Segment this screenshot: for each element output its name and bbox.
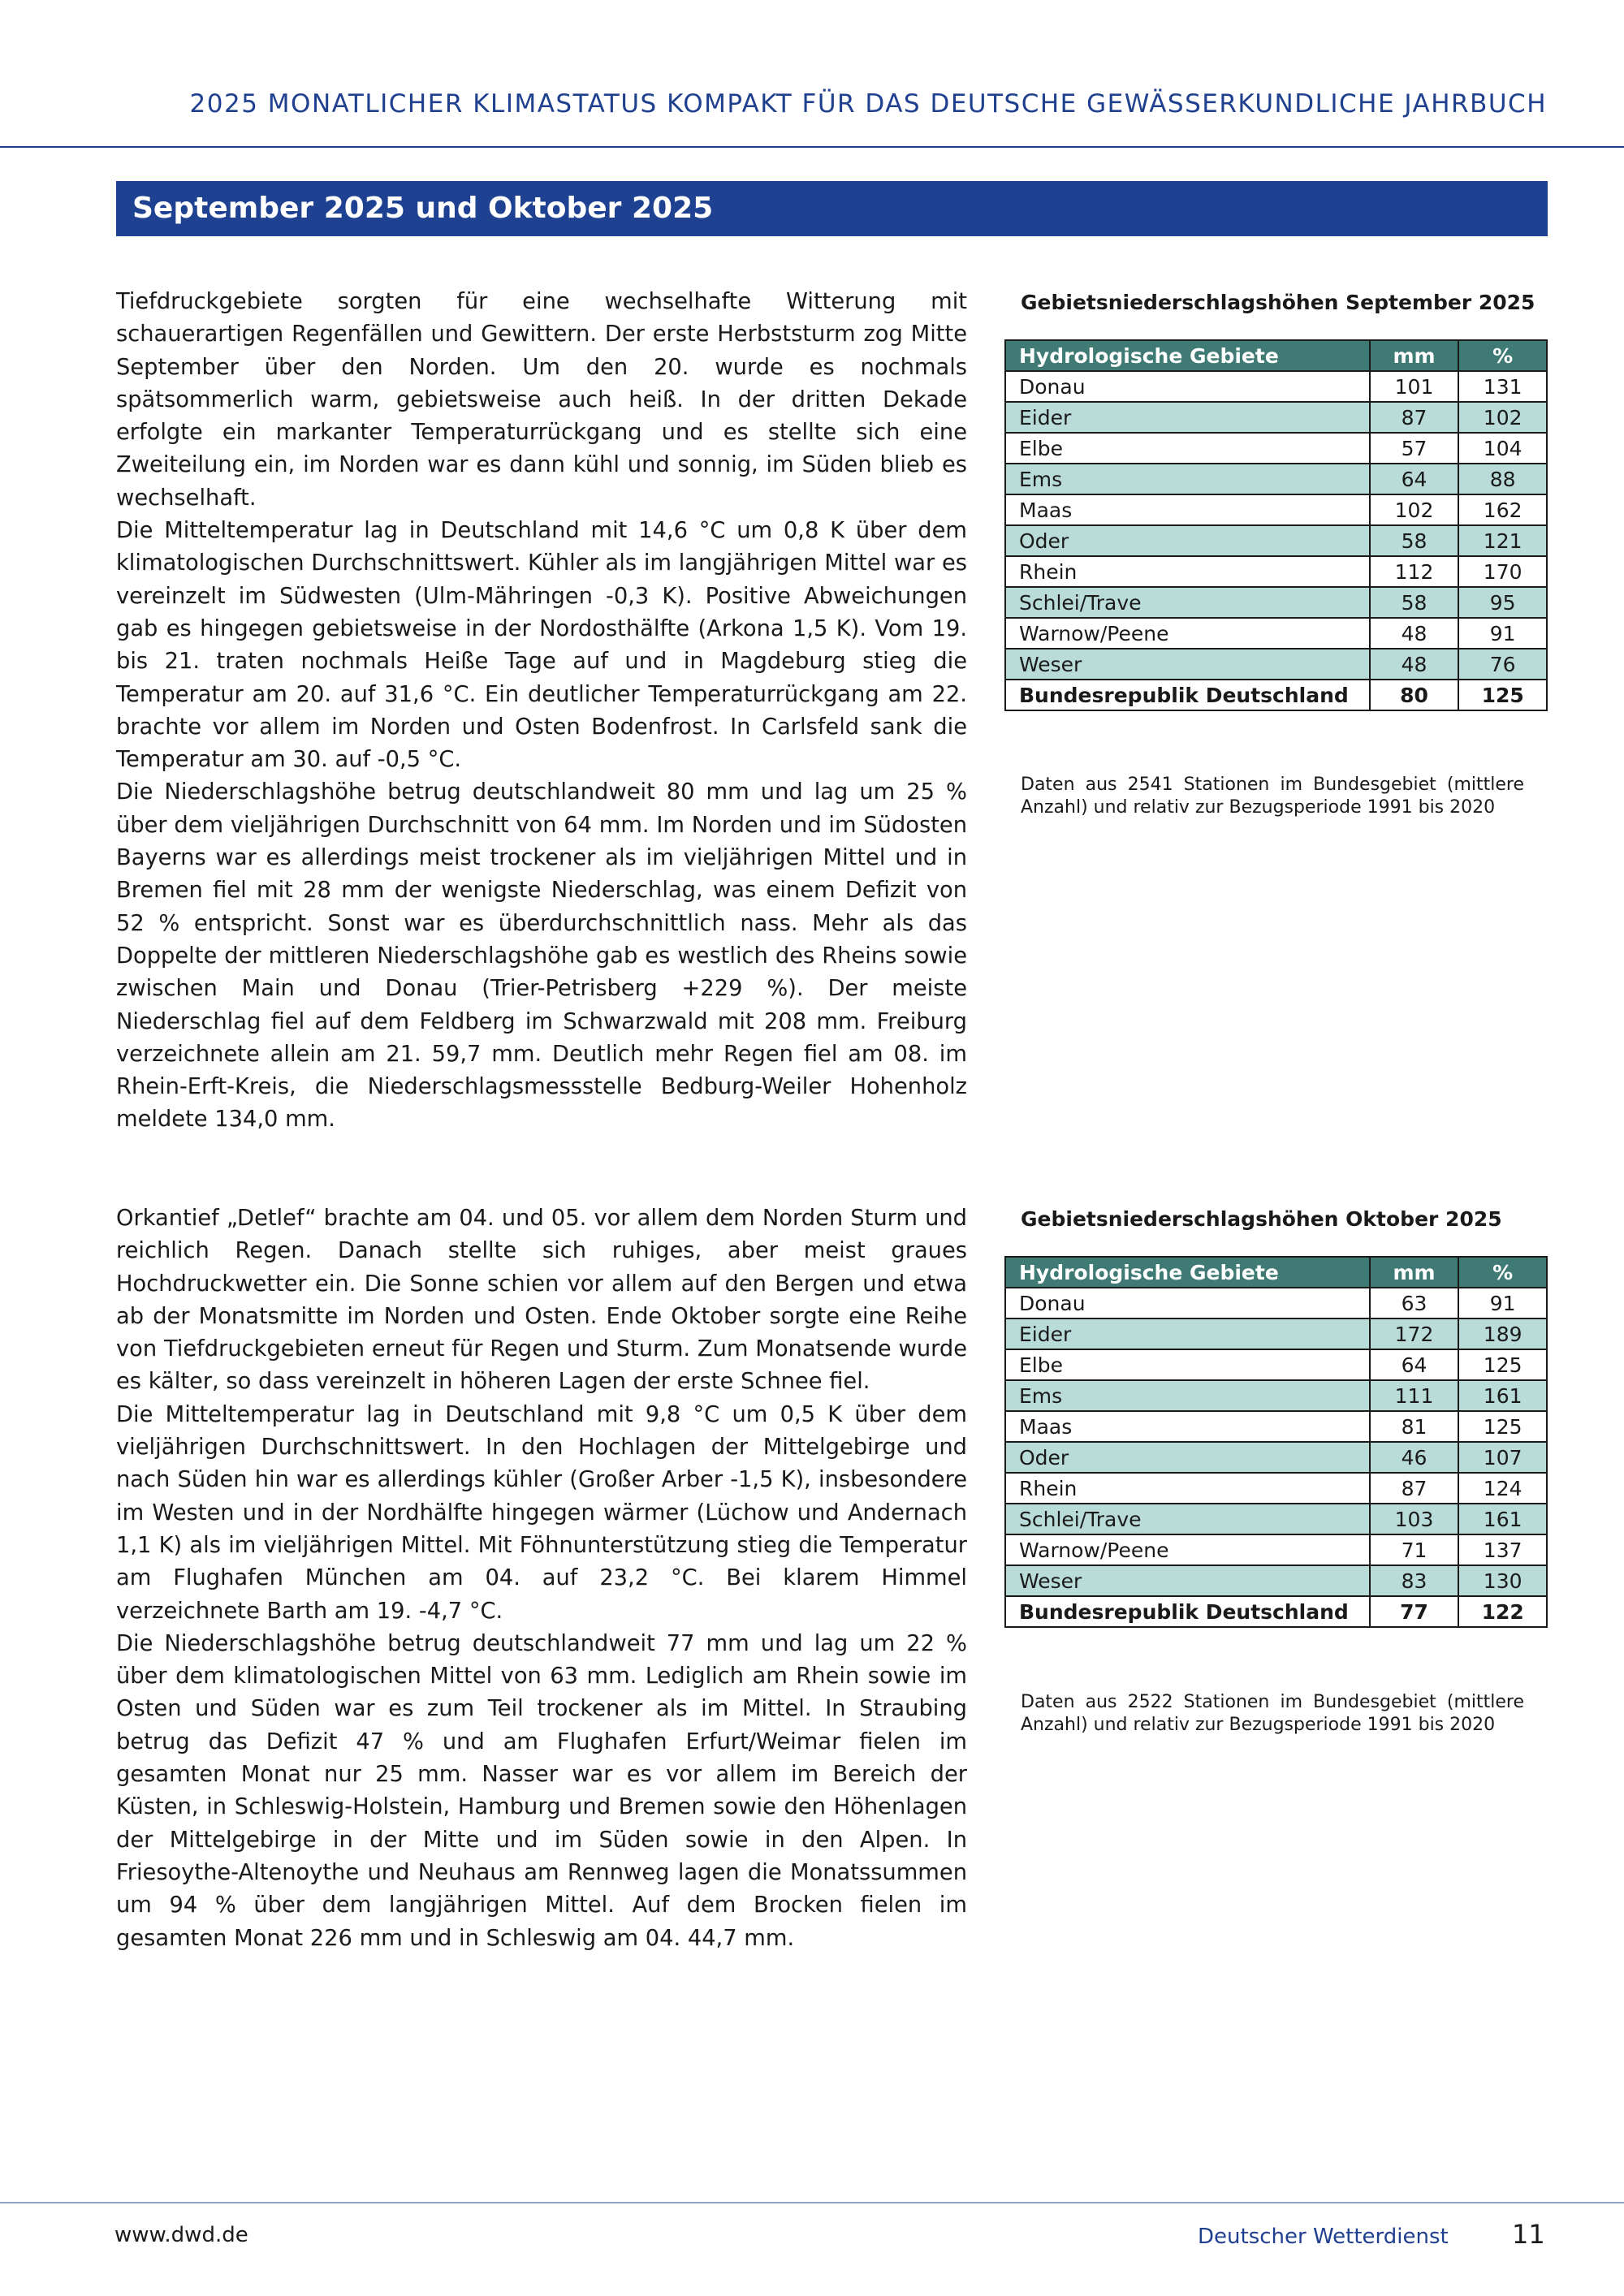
percent-cell: 162 <box>1458 494 1547 525</box>
table-row <box>1005 1504 1547 1534</box>
table-row <box>1005 618 1547 649</box>
area-cell: Warnow/Peene <box>1005 618 1370 649</box>
mm-cell: 46 <box>1370 1442 1459 1473</box>
mm-cell: 87 <box>1370 402 1459 433</box>
table-row <box>1005 1349 1547 1380</box>
oktober-paragraph-2: Die Mitteltemperatur lag in Deutschland mit 9,8 °C um 0,5 K über dem vieljährigen Durchschnittswert. In den Hochlagen der Mittelgebirge und nach Süden hin war es allerdings kühler (Großer Arber -1,5 K), insbesondere im Westen und in der Nordhälfte hingegen wärmer (Lüchow und Andernach 1,1 K) als im vieljährigen Mittel. Mit Föhnunterstützung stieg die Temperatur am Flughafen München am 04. auf 23,2 °C. Bei klarem Himmel verzeichnete Barth am 19. -4,7 °C. <box>116 1401 967 1624</box>
column-header-percent: % <box>1458 1257 1547 1288</box>
oktober-paragraph-1: Orkantief „Detlef“ brachte am 04. und 05. vor allem dem Norden Sturm und reichlich Regen. Danach stellte sich ruhiges, aber meist graues Hochdruckwetter ein. Die Sonne schien vor allem auf den Bergen und etwa ab der Monatsmitte im Norden und Osten. Ende Oktober sorgte eine Reihe von Tiefdruckgebieten erneut für Regen und Sturm. Zum Monatsende wurde es kälter, so dass vereinzelt in höheren Lagen der erste Schnee fiel. <box>116 1206 967 1395</box>
footer-website-link[interactable]: www.dwd.de <box>114 2223 248 2247</box>
area-cell: Eider <box>1005 1318 1370 1349</box>
table-row <box>1005 1473 1547 1504</box>
mm-cell: 83 <box>1370 1565 1459 1596</box>
september-paragraph-1: Tiefdruckgebiete sorgten für eine wechselhafte Witterung mit schauerartigen Regenfällen und Gewittern. Der erste Herbststurm zog Mitte September über den Norden. Um den 20. wurde es nochmals spätsommerlich warm, gebietsweise auch heiß. In der dritten Dekade erfolgte ein markanter Temperaturrückgang und es stellte sich eine Zweiteilung ein, im Norden war es dann kühl und sonnig, im Süden blieb es wechselhaft. <box>116 289 967 511</box>
table-row <box>1005 494 1547 525</box>
oktober-table-note: Daten aus 2522 Stationen im Bundesgebiet (mittlere Anzahl) und relativ zur Bezugsperiode 1991 bis 2020 <box>1021 1692 1524 1735</box>
oktober-article <box>116 1202 967 1955</box>
percent-cell: 130 <box>1458 1565 1547 1596</box>
percent-cell: 91 <box>1458 1288 1547 1318</box>
column-header-mm: mm <box>1370 1257 1459 1288</box>
header-divider <box>0 146 1624 148</box>
table-row <box>1005 371 1547 402</box>
mm-cell: 112 <box>1370 556 1459 587</box>
footer-organization: Deutscher Wetterdienst <box>1198 2225 1449 2249</box>
area-cell: Elbe <box>1005 1349 1370 1380</box>
header-title: 2025 MONATLICHER KLIMASTATUS KOMPAKT FÜR DAS DEUTSCHE GEWÄSSERKUNDLICHE JAHRBUCH <box>189 89 1547 119</box>
column-header-mm: mm <box>1370 340 1459 371</box>
table-row <box>1005 556 1547 587</box>
area-cell: Schlei/Trave <box>1005 1504 1370 1534</box>
table-row <box>1005 1288 1547 1318</box>
mm-cell: 48 <box>1370 618 1459 649</box>
area-cell: Ems <box>1005 464 1370 494</box>
section-title: September 2025 und Oktober 2025 <box>116 181 1548 236</box>
total-mm-cell: 80 <box>1370 680 1459 710</box>
column-header-area: Hydrologische Gebiete <box>1005 340 1370 371</box>
table-header-row <box>1005 1257 1547 1288</box>
area-cell: Maas <box>1005 494 1370 525</box>
mm-cell: 58 <box>1370 587 1459 618</box>
mm-cell: 102 <box>1370 494 1459 525</box>
column-header-area: Hydrologische Gebiete <box>1005 1257 1370 1288</box>
percent-cell: 125 <box>1458 1349 1547 1380</box>
area-cell: Donau <box>1005 371 1370 402</box>
mm-cell: 81 <box>1370 1411 1459 1442</box>
mm-cell: 57 <box>1370 433 1459 464</box>
table-row <box>1005 433 1547 464</box>
table-row <box>1005 649 1547 680</box>
total-area-cell: Bundesrepublik Deutschland <box>1005 1596 1370 1627</box>
area-cell: Oder <box>1005 525 1370 556</box>
area-cell: Rhein <box>1005 556 1370 587</box>
total-percent-cell: 125 <box>1458 680 1547 710</box>
total-percent-cell: 122 <box>1458 1596 1547 1627</box>
mm-cell: 64 <box>1370 1349 1459 1380</box>
table-row <box>1005 402 1547 433</box>
september-article <box>116 286 967 1137</box>
table-row <box>1005 1318 1547 1349</box>
area-cell: Weser <box>1005 1565 1370 1596</box>
table-row <box>1005 1534 1547 1565</box>
area-cell: Oder <box>1005 1442 1370 1473</box>
september-precipitation-table <box>1004 339 1548 711</box>
percent-cell: 91 <box>1458 618 1547 649</box>
area-cell: Weser <box>1005 649 1370 680</box>
table-row <box>1005 587 1547 618</box>
area-cell: Maas <box>1005 1411 1370 1442</box>
september-table-note: Daten aus 2541 Stationen im Bundesgebiet (mittlere Anzahl) und relativ zur Bezugsperiode 1991 bis 2020 <box>1021 775 1524 818</box>
table-row <box>1005 1411 1547 1442</box>
area-cell: Elbe <box>1005 433 1370 464</box>
percent-cell: 161 <box>1458 1380 1547 1411</box>
table-row <box>1005 464 1547 494</box>
percent-cell: 189 <box>1458 1318 1547 1349</box>
percent-cell: 88 <box>1458 464 1547 494</box>
area-cell: Warnow/Peene <box>1005 1534 1370 1565</box>
table-row <box>1005 1380 1547 1411</box>
page-number: 11 <box>1512 2219 1545 2250</box>
percent-cell: 137 <box>1458 1534 1547 1565</box>
september-paragraph-3: Die Niederschlagshöhe betrug deutschlandweit 80 mm und lag um 25 % über dem vieljährigen Durchschnitt von 64 mm. Im Norden und im Südosten Bayerns war es allerdings meist trockener als im vieljährigen Mittel und in Bremen fiel mit 28 mm der wenigste Niederschlag, was einem Defizit von 52 % entspricht. Sonst war es überdurchschnittlich nass. Mehr als das Doppelte der mittleren Niederschlagshöhe gab es westlich des Rheins sowie zwischen Main und Donau (Trier-Petrisberg +229 %). Der meiste Niederschlag fiel auf dem Feldberg im Schwarzwald mit 208 mm. Freiburg verzeichnete allein am 21. 59,7 mm. Deutlich mehr Regen fiel am 08. im Rhein-Erft-Kreis, die Niederschlagsmessstelle Bedburg-Weiler Hohenholz meldete 134,0 mm. <box>116 779 967 1133</box>
percent-cell: 95 <box>1458 587 1547 618</box>
mm-cell: 101 <box>1370 371 1459 402</box>
area-cell: Rhein <box>1005 1473 1370 1504</box>
percent-cell: 124 <box>1458 1473 1547 1504</box>
area-cell: Donau <box>1005 1288 1370 1318</box>
percent-cell: 125 <box>1458 1411 1547 1442</box>
percent-cell: 107 <box>1458 1442 1547 1473</box>
percent-cell: 121 <box>1458 525 1547 556</box>
area-cell: Ems <box>1005 1380 1370 1411</box>
percent-cell: 102 <box>1458 402 1547 433</box>
percent-cell: 104 <box>1458 433 1547 464</box>
mm-cell: 111 <box>1370 1380 1459 1411</box>
percent-cell: 76 <box>1458 649 1547 680</box>
area-cell: Eider <box>1005 402 1370 433</box>
table-total-row <box>1005 680 1547 710</box>
mm-cell: 64 <box>1370 464 1459 494</box>
mm-cell: 103 <box>1370 1504 1459 1534</box>
mm-cell: 87 <box>1370 1473 1459 1504</box>
table-total-row <box>1005 1596 1547 1627</box>
table-row <box>1005 525 1547 556</box>
total-mm-cell: 77 <box>1370 1596 1459 1627</box>
mm-cell: 48 <box>1370 649 1459 680</box>
percent-cell: 131 <box>1458 371 1547 402</box>
mm-cell: 58 <box>1370 525 1459 556</box>
mm-cell: 71 <box>1370 1534 1459 1565</box>
mm-cell: 172 <box>1370 1318 1459 1349</box>
oktober-table-title: Gebietsniederschlagshöhen Oktober 2025 <box>1021 1207 1502 1231</box>
oktober-precipitation-table <box>1004 1256 1548 1628</box>
area-cell: Schlei/Trave <box>1005 587 1370 618</box>
column-header-percent: % <box>1458 340 1547 371</box>
total-area-cell: Bundesrepublik Deutschland <box>1005 680 1370 710</box>
september-table-title: Gebietsniederschlagshöhen September 2025 <box>1021 291 1535 314</box>
percent-cell: 170 <box>1458 556 1547 587</box>
september-paragraph-2: Die Mitteltemperatur lag in Deutschland mit 14,6 °C um 0,8 K über dem klimatologischen Durchschnittswert. Kühler als im langjährigen Mittel war es vereinzelt im Südwesten (Ulm-Mähringen -0,3 K). Positive Abweichungen gab es hingegen gebietsweise in der Nordosthälfte (Arkona 1,5 K). Vom 19. bis 21. traten nochmals Heiße Tage auf und in Magdeburg stieg die Temperatur am 20. auf 31,6 °C. Ein deutlicher Temperaturrückgang am 22. brachte vor allem im Norden und Osten Bodenfrost. In Carlsfeld sank die Temperatur am 30. auf -0,5 °C. <box>116 518 967 773</box>
percent-cell: 161 <box>1458 1504 1547 1534</box>
table-row <box>1005 1565 1547 1596</box>
footer-divider <box>0 2202 1624 2203</box>
table-header-row <box>1005 340 1547 371</box>
table-row <box>1005 1442 1547 1473</box>
mm-cell: 63 <box>1370 1288 1459 1318</box>
oktober-paragraph-3: Die Niederschlagshöhe betrug deutschlandweit 77 mm und lag um 22 % über dem klimatologischen Mittel von 63 mm. Lediglich am Rhein sowie im Osten und Süden war es zum Teil trockener als im Mittel. In Straubing betrug das Defizit 47 % und am Flughafen Erfurt/Weimar fielen im gesamten Monat nur 25 mm. Nasser war es vor allem im Bereich der Küsten, in Schleswig-Holstein, Hamburg und Bremen sowie den Höhenlagen der Mittelgebirge in der Mitte und im Süden sowie in den Alpen. In Friesoythe-Altenoythe und Neuhaus am Rennweg lagen die Monatssummen um 94 % über dem langjährigen Mittel. Auf dem Brocken fielen im gesamten Monat 226 mm und in Schleswig am 04. 44,7 mm. <box>116 1630 967 1951</box>
